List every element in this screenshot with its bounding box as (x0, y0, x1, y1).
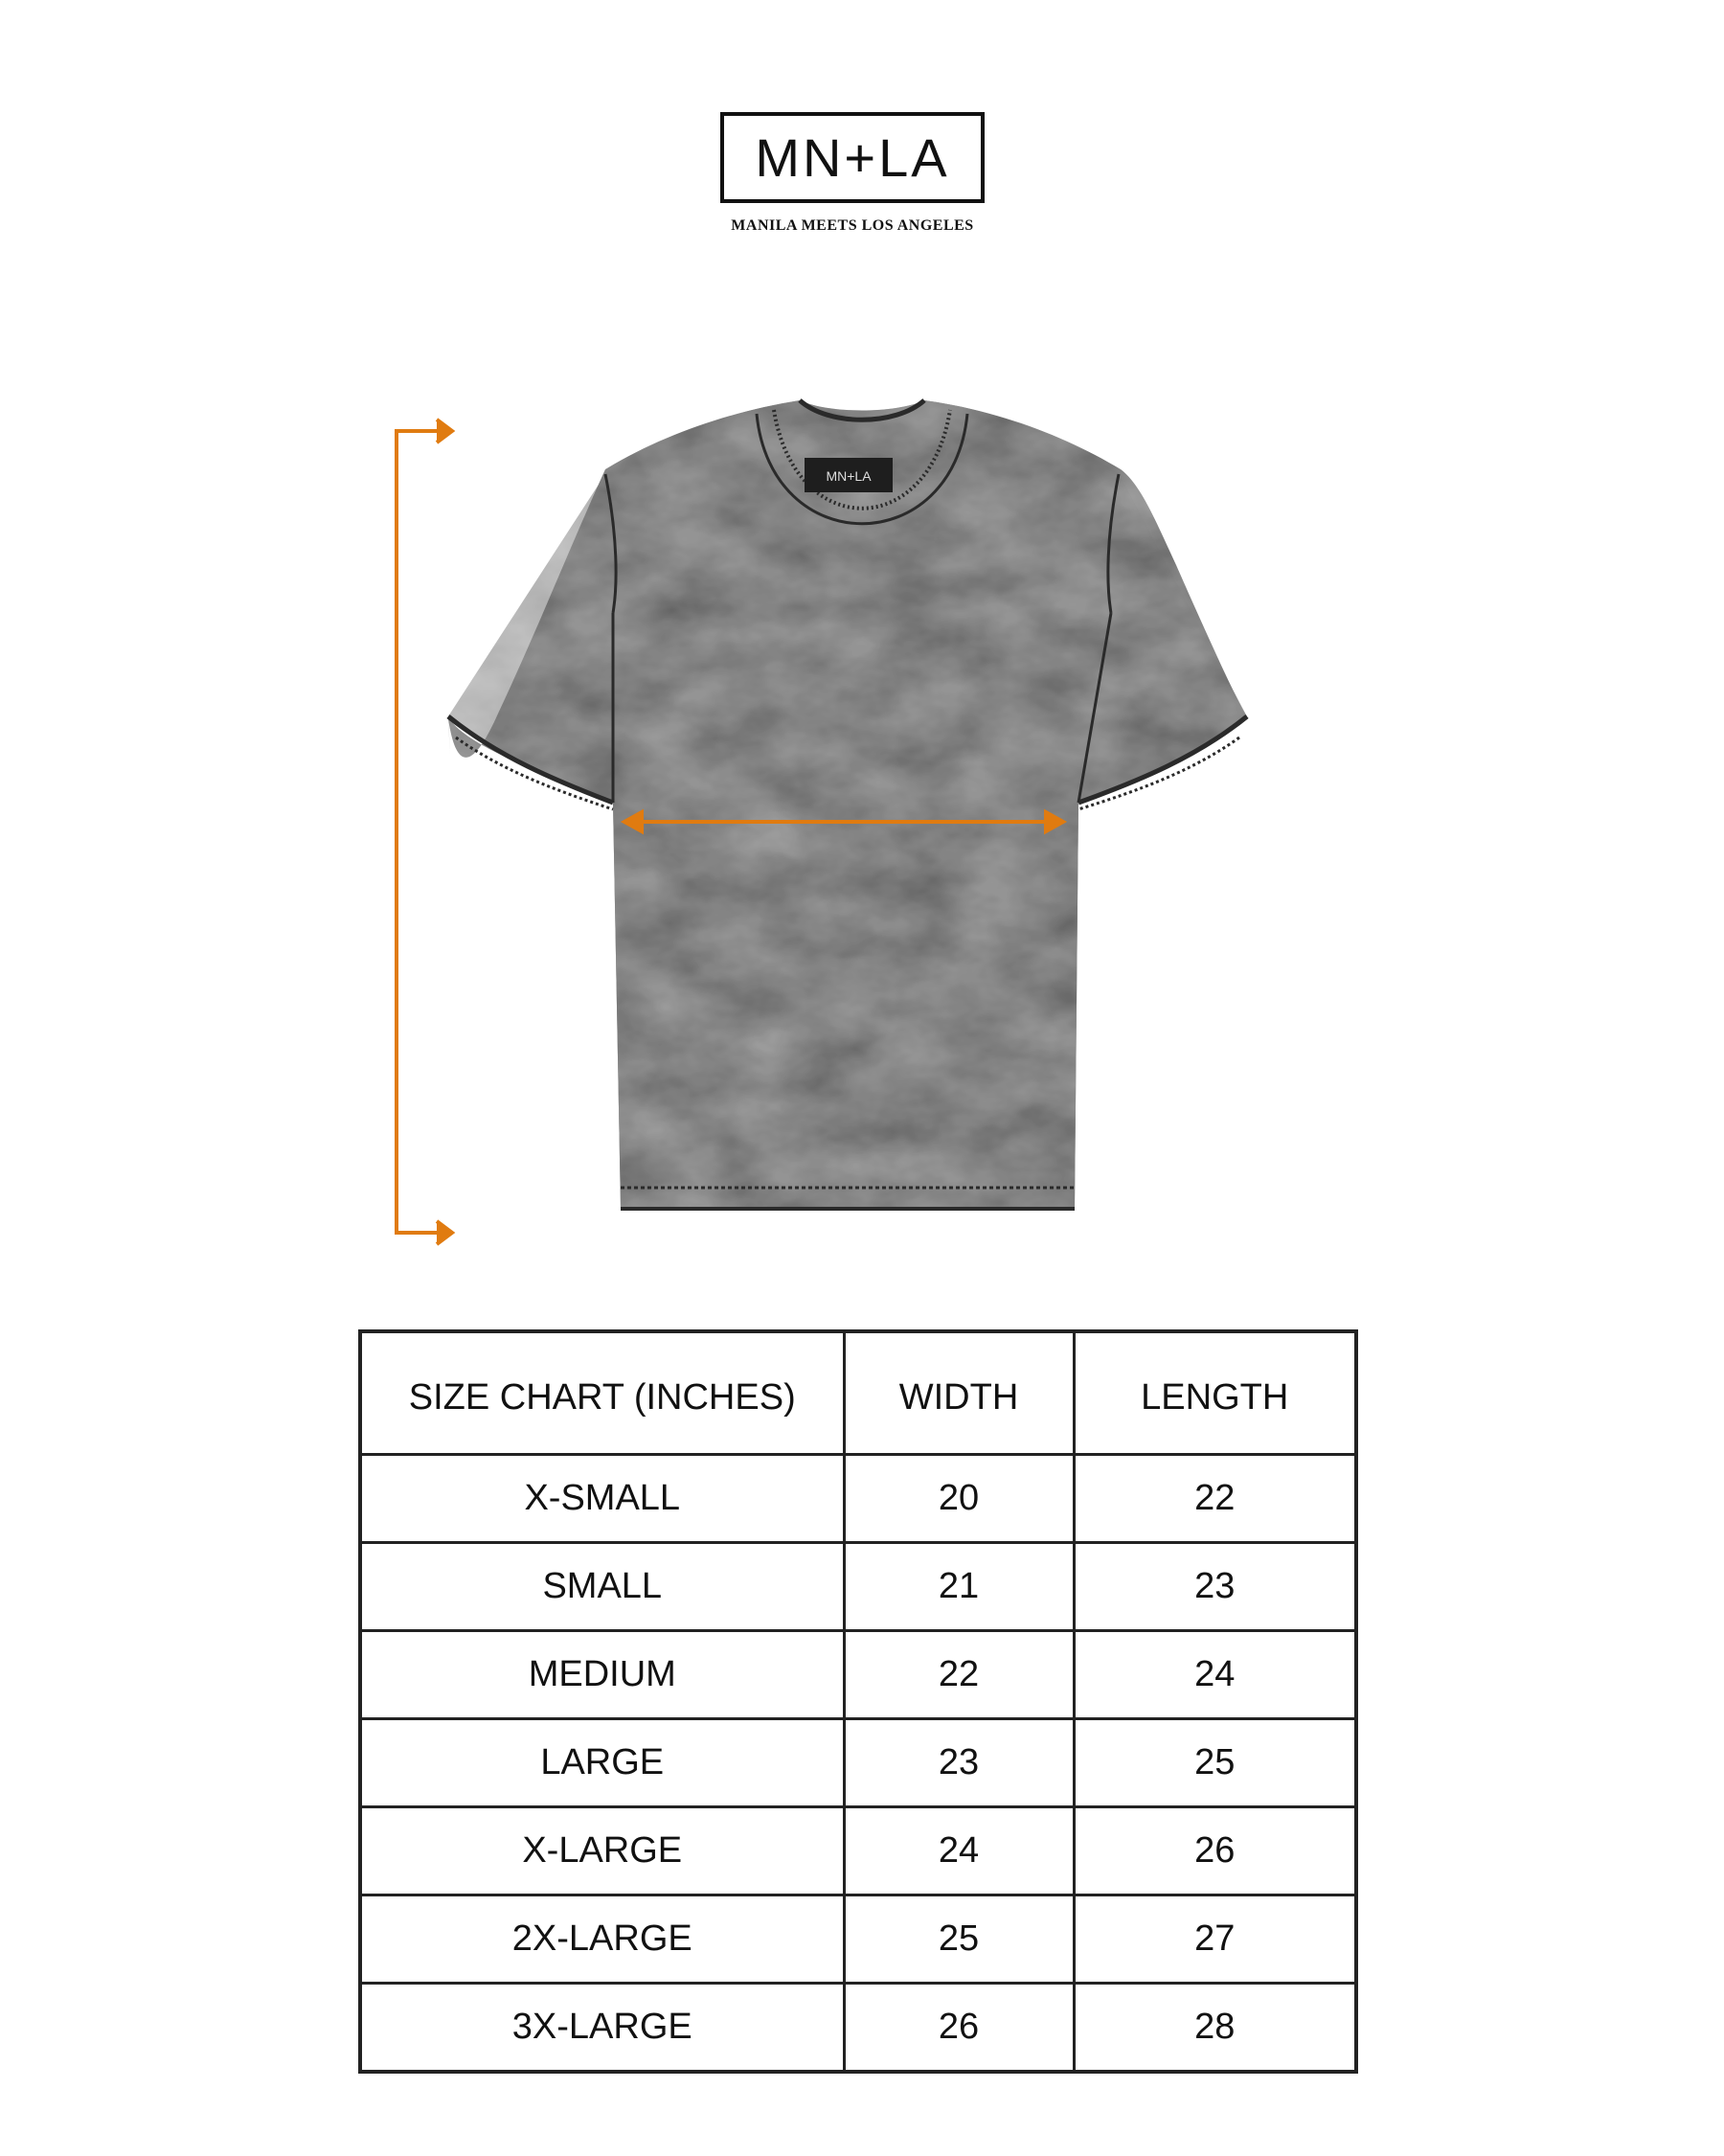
table-row (360, 1719, 1356, 1807)
width-cell: 20 (844, 1455, 1074, 1543)
width-cell: 23 (844, 1719, 1074, 1807)
table-row (360, 1984, 1356, 2073)
size-chart-table (358, 1329, 1358, 2074)
width-cell: 25 (844, 1895, 1074, 1984)
table-row (360, 1455, 1356, 1543)
size-cell: MEDIUM (360, 1631, 844, 1719)
table-row (360, 1543, 1356, 1631)
size-cell: LARGE (360, 1719, 844, 1807)
length-cell: 22 (1074, 1455, 1356, 1543)
header-size-chart: SIZE CHART (INCHES) (360, 1331, 844, 1455)
table-header-row (360, 1331, 1356, 1455)
table-row (360, 1807, 1356, 1895)
size-cell: 3X-LARGE (360, 1984, 844, 2073)
width-cell: 22 (844, 1631, 1074, 1719)
logo-wordmark: MN+LA (720, 112, 985, 203)
size-cell: SMALL (360, 1543, 844, 1631)
length-cell: 26 (1074, 1807, 1356, 1895)
logo-tagline: MANILA MEETS LOS ANGELES (731, 217, 974, 234)
length-cell: 27 (1074, 1895, 1356, 1984)
table-row (360, 1631, 1356, 1719)
size-cell: 2X-LARGE (360, 1895, 844, 1984)
size-cell: X-LARGE (360, 1807, 844, 1895)
length-cell: 25 (1074, 1719, 1356, 1807)
length-cell: 23 (1074, 1543, 1356, 1631)
size-cell: X-SMALL (360, 1455, 844, 1543)
width-cell: 26 (844, 1984, 1074, 2073)
width-cell: 21 (844, 1543, 1074, 1631)
header-length: LENGTH (1074, 1331, 1356, 1455)
length-cell: 24 (1074, 1631, 1356, 1719)
tshirt-shape (448, 400, 1247, 1209)
width-cell: 24 (844, 1807, 1074, 1895)
table-row (360, 1895, 1356, 1984)
length-cell: 28 (1074, 1984, 1356, 2073)
length-measure-arrow (397, 420, 452, 1244)
neck-label-text: MN+LA (826, 468, 872, 484)
header-width: WIDTH (844, 1331, 1074, 1455)
